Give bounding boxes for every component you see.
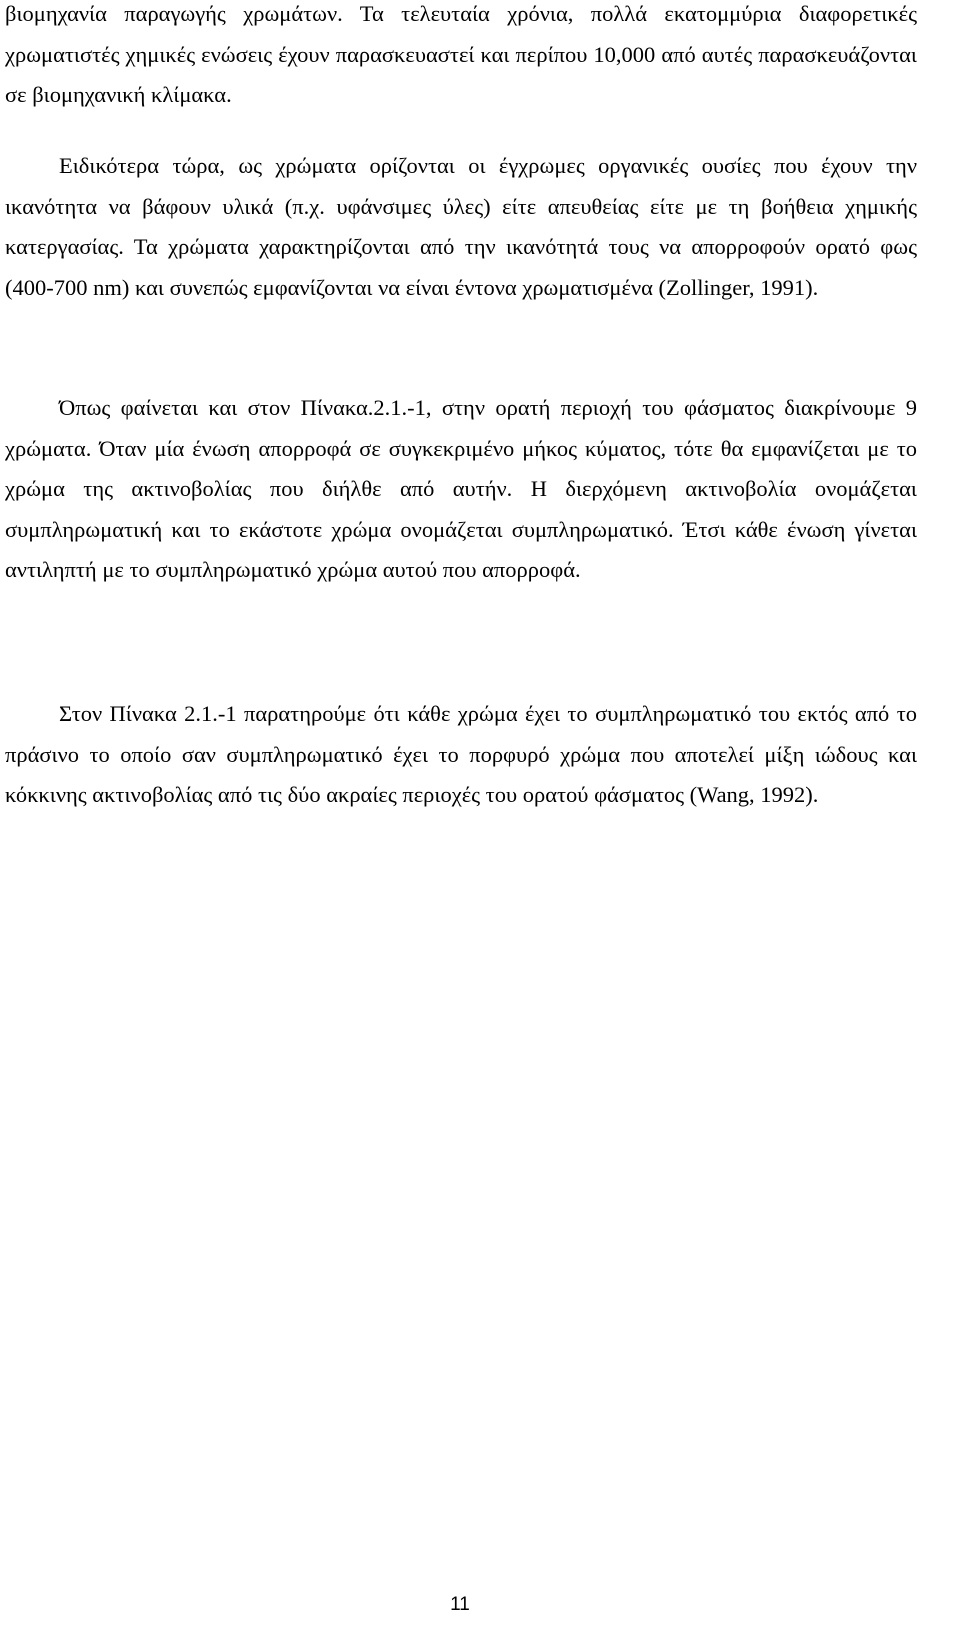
- paragraph-complementary-colors: [5, 694, 917, 816]
- paragraph-text: Στον Πίνακα 2.1.-1 παρατηρούμε ότι κάθε χρώμα έχει το συμπληρωματικό του εκτός από το πράσινο το οποίο σαν συμπληρωματικό έχει το πορφυρό χρώμα που αποτελεί μίξη ιώδους και κόκκινης ακτινοβολίας από τις δύο ακραίες περιοχές του ορατού φάσματος (Wang, 1992).: [5, 701, 917, 807]
- paragraph-color-definition: [5, 146, 917, 308]
- page-number: 11: [450, 1594, 470, 1615]
- paragraph-visible-spectrum: [5, 388, 917, 591]
- paragraph-colors-industry: [5, 0, 917, 116]
- paragraph-text: Όπως φαίνεται και στον Πίνακα.2.1.-1, στην ορατή περιοχή του φάσματος διακρίνουμε 9 χρώματα. Όταν μία ένωση απορροφά σε συγκεκριμένο μήκος κύματος, τότε θα εμφανίζεται με το χρώμα της ακτινοβολίας που διήλθε από αυτήν. Η διερχόμενη ακτινοβολία ονομάζεται συμπληρωματική και το εκάστοτε χρώμα ονομάζεται συμπληρωματικό. Έτσι κάθε ένωση γίνεται αντιληπτή με το συμπληρωματικό χρώμα αυτού που απορροφά.: [5, 395, 917, 582]
- paragraph-text: βιομηχανία παραγωγής χρωμάτων. Τα τελευταία χρόνια, πολλά εκατομμύρια διαφορετικές χρωματιστές χημικές ενώσεις έχουν παρασκευαστεί και περίπου 10,000 από αυτές παρασκευάζονται σε βιομηχανική κλίμακα.: [5, 1, 917, 107]
- paragraph-text: Ειδικότερα τώρα, ως χρώματα ορίζονται οι έγχρωμες οργανικές ουσίες που έχουν την ικανότητα να βάφουν υλικά (π.χ. υφάνσιμες ύλες) είτε απευθείας είτε με τη βοήθεια χημικής κατεργασίας. Τα χρώματα χαρακτηρίζονται από την ικανότητά τους να απορροφούν ορατό φως (400-700 nm) και συνεπώς εμφανίζονται να είναι έντονα χρωματισμένα (Zollinger, 1991).: [5, 153, 917, 300]
